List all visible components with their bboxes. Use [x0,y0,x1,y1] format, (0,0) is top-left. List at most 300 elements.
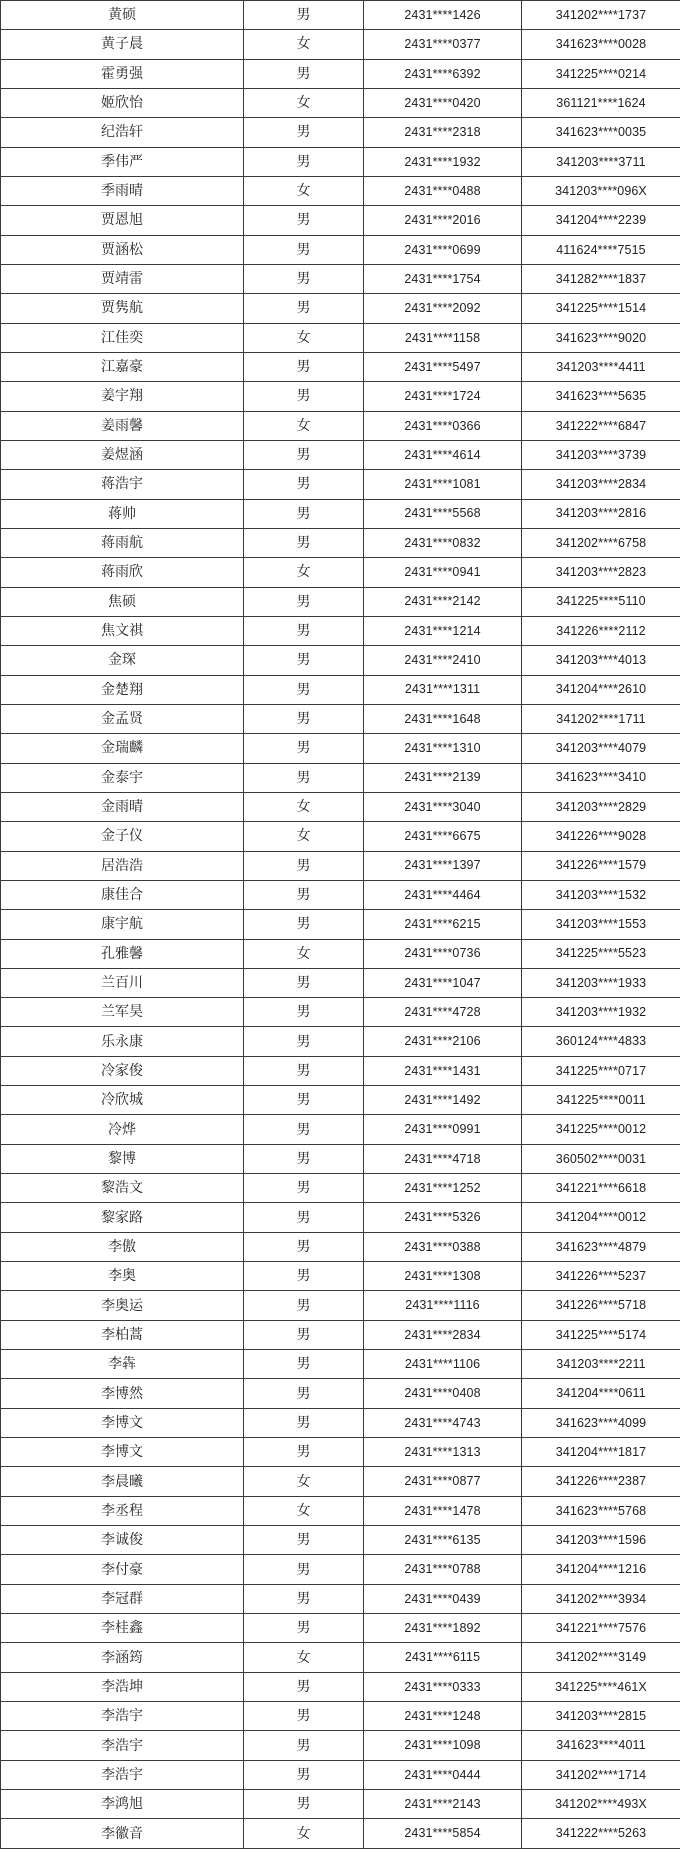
table-row [1,1086,680,1115]
table-row [1,1291,680,1320]
gender-cell: 男 [244,1526,364,1555]
gender-cell: 男 [244,616,364,645]
id-number-cell: 411624****7515 [522,235,680,264]
gender-cell: 男 [244,294,364,323]
table-row [1,734,680,763]
exam-number-cell: 2431****1426 [364,1,522,30]
exam-number-cell: 2431****1397 [364,851,522,880]
name-cell: 蒋雨航 [1,528,244,557]
table-row [1,1,680,30]
exam-number-cell: 2431****5326 [364,1203,522,1232]
gender-cell: 男 [244,147,364,176]
table-row [1,1731,680,1760]
exam-number-cell: 2431****0736 [364,939,522,968]
name-cell: 金雨晴 [1,792,244,821]
gender-cell: 男 [244,528,364,557]
gender-cell: 男 [244,499,364,528]
table-row [1,1643,680,1672]
gender-cell: 女 [244,1467,364,1496]
table-row [1,704,680,733]
gender-cell: 男 [244,910,364,939]
gender-cell: 男 [244,1262,364,1291]
exam-number-cell: 2431****6115 [364,1643,522,1672]
name-cell: 李浩宇 [1,1702,244,1731]
name-cell: 李付豪 [1,1555,244,1584]
table-row [1,206,680,235]
gender-cell: 女 [244,792,364,821]
id-number-cell: 341221****6618 [522,1174,680,1203]
exam-number-cell: 2431****5568 [364,499,522,528]
id-number-cell: 341623****4011 [522,1731,680,1760]
exam-number-cell: 2431****1116 [364,1291,522,1320]
gender-cell: 男 [244,646,364,675]
name-cell: 黄子晨 [1,30,244,59]
id-number-cell: 341203****4411 [522,352,680,381]
id-number-cell: 341204****0012 [522,1203,680,1232]
id-number-cell: 341623****5635 [522,382,680,411]
gender-cell: 男 [244,440,364,469]
id-number-cell: 341202****6758 [522,528,680,557]
gender-cell: 男 [244,59,364,88]
exam-number-cell: 2431****0991 [364,1115,522,1144]
exam-number-cell: 2431****0388 [364,1232,522,1261]
table-row [1,558,680,587]
exam-number-cell: 2431****1252 [364,1174,522,1203]
exam-number-cell: 2431****1892 [364,1614,522,1643]
name-cell: 李柏蒿 [1,1320,244,1349]
gender-cell: 女 [244,30,364,59]
name-cell: 黎家路 [1,1203,244,1232]
exam-number-cell: 2431****5497 [364,352,522,381]
table-row [1,118,680,147]
exam-number-cell: 2431****0877 [364,1467,522,1496]
name-cell: 季雨晴 [1,176,244,205]
table-row [1,1526,680,1555]
table-row [1,968,680,997]
name-cell: 贾隽航 [1,294,244,323]
table-row [1,851,680,880]
gender-cell: 男 [244,1232,364,1261]
gender-cell: 男 [244,998,364,1027]
table-row [1,382,680,411]
name-cell: 焦硕 [1,587,244,616]
name-cell: 李犇 [1,1350,244,1379]
table-row [1,1819,680,1848]
id-number-cell: 341225****1514 [522,294,680,323]
gender-cell: 男 [244,1438,364,1467]
table-row [1,1614,680,1643]
name-cell: 李浩坤 [1,1672,244,1701]
id-number-cell: 341623****5768 [522,1496,680,1525]
exam-number-cell: 2431****6135 [364,1526,522,1555]
name-cell: 贾靖雷 [1,264,244,293]
name-cell: 黄硕 [1,1,244,30]
gender-cell: 女 [244,1819,364,1848]
name-cell: 冷欣城 [1,1086,244,1115]
exam-number-cell: 2431****0941 [364,558,522,587]
table-row [1,88,680,117]
id-number-cell: 341226****9028 [522,822,680,851]
table-row [1,264,680,293]
name-cell: 李鸿旭 [1,1790,244,1819]
gender-cell: 女 [244,939,364,968]
name-cell: 李丞程 [1,1496,244,1525]
id-number-cell: 341282****1837 [522,264,680,293]
gender-cell: 男 [244,1614,364,1643]
id-number-cell: 341203****4079 [522,734,680,763]
name-cell: 李博文 [1,1408,244,1437]
gender-cell: 男 [244,1350,364,1379]
exam-number-cell: 2431****4464 [364,880,522,909]
table-row [1,499,680,528]
table-row [1,1203,680,1232]
exam-number-cell: 2431****1158 [364,323,522,352]
name-cell: 李冠群 [1,1584,244,1613]
exam-number-cell: 2431****2318 [364,118,522,147]
name-cell: 兰百川 [1,968,244,997]
gender-cell: 女 [244,323,364,352]
table-row [1,880,680,909]
name-cell: 李奥运 [1,1291,244,1320]
id-number-cell: 341203****1933 [522,968,680,997]
gender-cell: 女 [244,88,364,117]
name-cell: 贾恩旭 [1,206,244,235]
table-row [1,1496,680,1525]
name-cell: 李博然 [1,1379,244,1408]
id-number-cell: 341226****1579 [522,851,680,880]
name-cell: 李晨曦 [1,1467,244,1496]
id-number-cell: 341623****0028 [522,30,680,59]
gender-cell: 男 [244,1203,364,1232]
name-cell: 蒋帅 [1,499,244,528]
table-row [1,440,680,469]
gender-cell: 男 [244,851,364,880]
exam-number-cell: 2431****1214 [364,616,522,645]
id-number-cell: 341226****5237 [522,1262,680,1291]
gender-cell: 女 [244,411,364,440]
id-number-cell: 341222****5263 [522,1819,680,1848]
id-number-cell: 341225****5174 [522,1320,680,1349]
gender-cell: 男 [244,1144,364,1173]
table-row [1,1262,680,1291]
gender-cell: 男 [244,1731,364,1760]
gender-cell: 男 [244,235,364,264]
table-row [1,822,680,851]
id-number-cell: 341226****2112 [522,616,680,645]
name-cell: 姜煜涵 [1,440,244,469]
name-cell: 李浩宇 [1,1760,244,1789]
name-cell: 黎博 [1,1144,244,1173]
id-number-cell: 341203****2829 [522,792,680,821]
table-row [1,910,680,939]
id-number-cell: 341203****096X [522,176,680,205]
name-cell: 冷烨 [1,1115,244,1144]
table-row [1,1320,680,1349]
exam-number-cell: 2431****2092 [364,294,522,323]
exam-number-cell: 2431****1648 [364,704,522,733]
gender-cell: 女 [244,176,364,205]
exam-number-cell: 2431****1248 [364,1702,522,1731]
id-number-cell: 341204****0611 [522,1379,680,1408]
name-cell: 李浩宇 [1,1731,244,1760]
gender-cell: 男 [244,1672,364,1701]
id-number-cell: 341222****6847 [522,411,680,440]
name-cell: 孔雅馨 [1,939,244,968]
gender-cell: 男 [244,1,364,30]
exam-number-cell: 2431****1478 [364,1496,522,1525]
id-number-cell: 341225****5110 [522,587,680,616]
id-number-cell: 341203****1932 [522,998,680,1027]
table-row [1,323,680,352]
name-cell: 居浩浩 [1,851,244,880]
exam-number-cell: 2431****1310 [364,734,522,763]
id-number-cell: 341203****3711 [522,147,680,176]
exam-number-cell: 2431****6675 [364,822,522,851]
name-cell: 纪浩轩 [1,118,244,147]
table-row [1,1350,680,1379]
id-number-cell: 341203****4013 [522,646,680,675]
gender-cell: 男 [244,264,364,293]
id-number-cell: 341225****0012 [522,1115,680,1144]
table-row [1,1467,680,1496]
exam-number-cell: 2431****0420 [364,88,522,117]
gender-cell: 男 [244,1086,364,1115]
exam-number-cell: 2431****1724 [364,382,522,411]
gender-cell: 男 [244,734,364,763]
table-row [1,1056,680,1085]
table-row [1,1438,680,1467]
table-row [1,1115,680,1144]
id-number-cell: 341203****1596 [522,1526,680,1555]
exam-number-cell: 2431****4718 [364,1144,522,1173]
id-number-cell: 341225****0214 [522,59,680,88]
table-row [1,147,680,176]
id-number-cell: 341202****3149 [522,1643,680,1672]
name-cell: 兰军昊 [1,998,244,1027]
id-number-cell: 341221****7576 [522,1614,680,1643]
exam-number-cell: 2431****2016 [364,206,522,235]
id-number-cell: 341203****3739 [522,440,680,469]
name-cell: 金泰宇 [1,763,244,792]
exam-number-cell: 2431****0788 [364,1555,522,1584]
id-number-cell: 360124****4833 [522,1027,680,1056]
exam-number-cell: 2431****0377 [364,30,522,59]
table-row [1,616,680,645]
table-row [1,1379,680,1408]
exam-number-cell: 2431****2142 [364,587,522,616]
gender-cell: 男 [244,1115,364,1144]
id-number-cell: 341203****1532 [522,880,680,909]
name-cell: 姬欣怡 [1,88,244,117]
name-cell: 李傲 [1,1232,244,1261]
gender-cell: 男 [244,1760,364,1789]
exam-number-cell: 2431****6215 [364,910,522,939]
exam-number-cell: 2431****1047 [364,968,522,997]
table-row [1,587,680,616]
name-cell: 金子仪 [1,822,244,851]
gender-cell: 男 [244,1408,364,1437]
exam-number-cell: 2431****1492 [364,1086,522,1115]
exam-number-cell: 2431****1754 [364,264,522,293]
table-row [1,411,680,440]
name-cell: 康佳合 [1,880,244,909]
name-cell: 黎浩文 [1,1174,244,1203]
gender-cell: 女 [244,1643,364,1672]
exam-number-cell: 2431****0832 [364,528,522,557]
exam-number-cell: 2431****1431 [364,1056,522,1085]
name-cell: 焦文祺 [1,616,244,645]
id-number-cell: 341225****0717 [522,1056,680,1085]
table-row [1,792,680,821]
table-row [1,1790,680,1819]
exam-number-cell: 2431****0488 [364,176,522,205]
name-cell: 金琛 [1,646,244,675]
gender-cell: 男 [244,968,364,997]
gender-cell: 男 [244,1379,364,1408]
table-row [1,763,680,792]
name-cell: 金楚翔 [1,675,244,704]
table-row [1,1702,680,1731]
exam-number-cell: 2431****5854 [364,1819,522,1848]
roster-table-body [1,1,680,1849]
name-cell: 姜雨馨 [1,411,244,440]
exam-number-cell: 2431****1313 [364,1438,522,1467]
table-row [1,1584,680,1613]
name-cell: 李诚俊 [1,1526,244,1555]
id-number-cell: 341203****1553 [522,910,680,939]
name-cell: 江嘉豪 [1,352,244,381]
table-row [1,176,680,205]
id-number-cell: 360502****0031 [522,1144,680,1173]
name-cell: 姜宇翔 [1,382,244,411]
exam-number-cell: 2431****1098 [364,1731,522,1760]
gender-cell: 男 [244,587,364,616]
exam-number-cell: 2431****4614 [364,440,522,469]
name-cell: 冷家俊 [1,1056,244,1085]
id-number-cell: 341202****1711 [522,704,680,733]
id-number-cell: 341202****1737 [522,1,680,30]
exam-number-cell: 2431****3040 [364,792,522,821]
id-number-cell: 341623****4099 [522,1408,680,1437]
table-row [1,998,680,1027]
id-number-cell: 341623****0035 [522,118,680,147]
name-cell: 霍勇强 [1,59,244,88]
exam-number-cell: 2431****4728 [364,998,522,1027]
exam-number-cell: 2431****0408 [364,1379,522,1408]
exam-number-cell: 2431****2139 [364,763,522,792]
id-number-cell: 341204****1817 [522,1438,680,1467]
table-row [1,646,680,675]
gender-cell: 男 [244,382,364,411]
id-number-cell: 341225****0011 [522,1086,680,1115]
gender-cell: 男 [244,880,364,909]
table-row [1,235,680,264]
name-cell: 李徽音 [1,1819,244,1848]
table-row [1,1144,680,1173]
id-number-cell: 341202****3934 [522,1584,680,1613]
gender-cell: 女 [244,822,364,851]
gender-cell: 男 [244,763,364,792]
exam-number-cell: 2431****1308 [364,1262,522,1291]
table-row [1,1027,680,1056]
exam-number-cell: 2431****6392 [364,59,522,88]
exam-number-cell: 2431****2106 [364,1027,522,1056]
gender-cell: 男 [244,1174,364,1203]
table-row [1,1672,680,1701]
name-cell: 李涵筠 [1,1643,244,1672]
name-cell: 李博文 [1,1438,244,1467]
exam-number-cell: 2431****1106 [364,1350,522,1379]
id-number-cell: 361121****1624 [522,88,680,117]
table-row [1,1760,680,1789]
id-number-cell: 341623****9020 [522,323,680,352]
gender-cell: 男 [244,704,364,733]
name-cell: 李桂鑫 [1,1614,244,1643]
gender-cell: 男 [244,206,364,235]
table-row [1,59,680,88]
exam-number-cell: 2431****0444 [364,1760,522,1789]
name-cell: 季伟严 [1,147,244,176]
id-number-cell: 341203****2211 [522,1350,680,1379]
table-row [1,352,680,381]
id-number-cell: 341204****2610 [522,675,680,704]
table-row [1,470,680,499]
exam-number-cell: 2431****0439 [364,1584,522,1613]
gender-cell: 男 [244,1584,364,1613]
table-row [1,1232,680,1261]
exam-number-cell: 2431****1081 [364,470,522,499]
name-cell: 蒋雨欣 [1,558,244,587]
exam-number-cell: 2431****0699 [364,235,522,264]
exam-number-cell: 2431****2410 [364,646,522,675]
exam-number-cell: 2431****1311 [364,675,522,704]
exam-number-cell: 2431****1932 [364,147,522,176]
gender-cell: 男 [244,675,364,704]
exam-number-cell: 2431****0333 [364,1672,522,1701]
id-number-cell: 341203****2823 [522,558,680,587]
id-number-cell: 341623****4879 [522,1232,680,1261]
gender-cell: 女 [244,558,364,587]
gender-cell: 男 [244,1027,364,1056]
table-row [1,1555,680,1584]
gender-cell: 男 [244,1702,364,1731]
id-number-cell: 341623****3410 [522,763,680,792]
gender-cell: 男 [244,1555,364,1584]
table-row [1,675,680,704]
gender-cell: 男 [244,352,364,381]
id-number-cell: 341204****1216 [522,1555,680,1584]
id-number-cell: 341202****1714 [522,1760,680,1789]
table-row [1,1174,680,1203]
id-number-cell: 341225****5523 [522,939,680,968]
name-cell: 蒋浩宇 [1,470,244,499]
id-number-cell: 341202****493X [522,1790,680,1819]
name-cell: 金瑞麟 [1,734,244,763]
exam-number-cell: 2431****2834 [364,1320,522,1349]
id-number-cell: 341226****5718 [522,1291,680,1320]
table-row [1,30,680,59]
exam-number-cell: 2431****4743 [364,1408,522,1437]
name-cell: 贾涵松 [1,235,244,264]
name-cell: 金孟贤 [1,704,244,733]
gender-cell: 女 [244,1496,364,1525]
name-cell: 江佳奕 [1,323,244,352]
gender-cell: 男 [244,1320,364,1349]
gender-cell: 男 [244,118,364,147]
table-row [1,1408,680,1437]
id-number-cell: 341203****2815 [522,1702,680,1731]
gender-cell: 男 [244,470,364,499]
